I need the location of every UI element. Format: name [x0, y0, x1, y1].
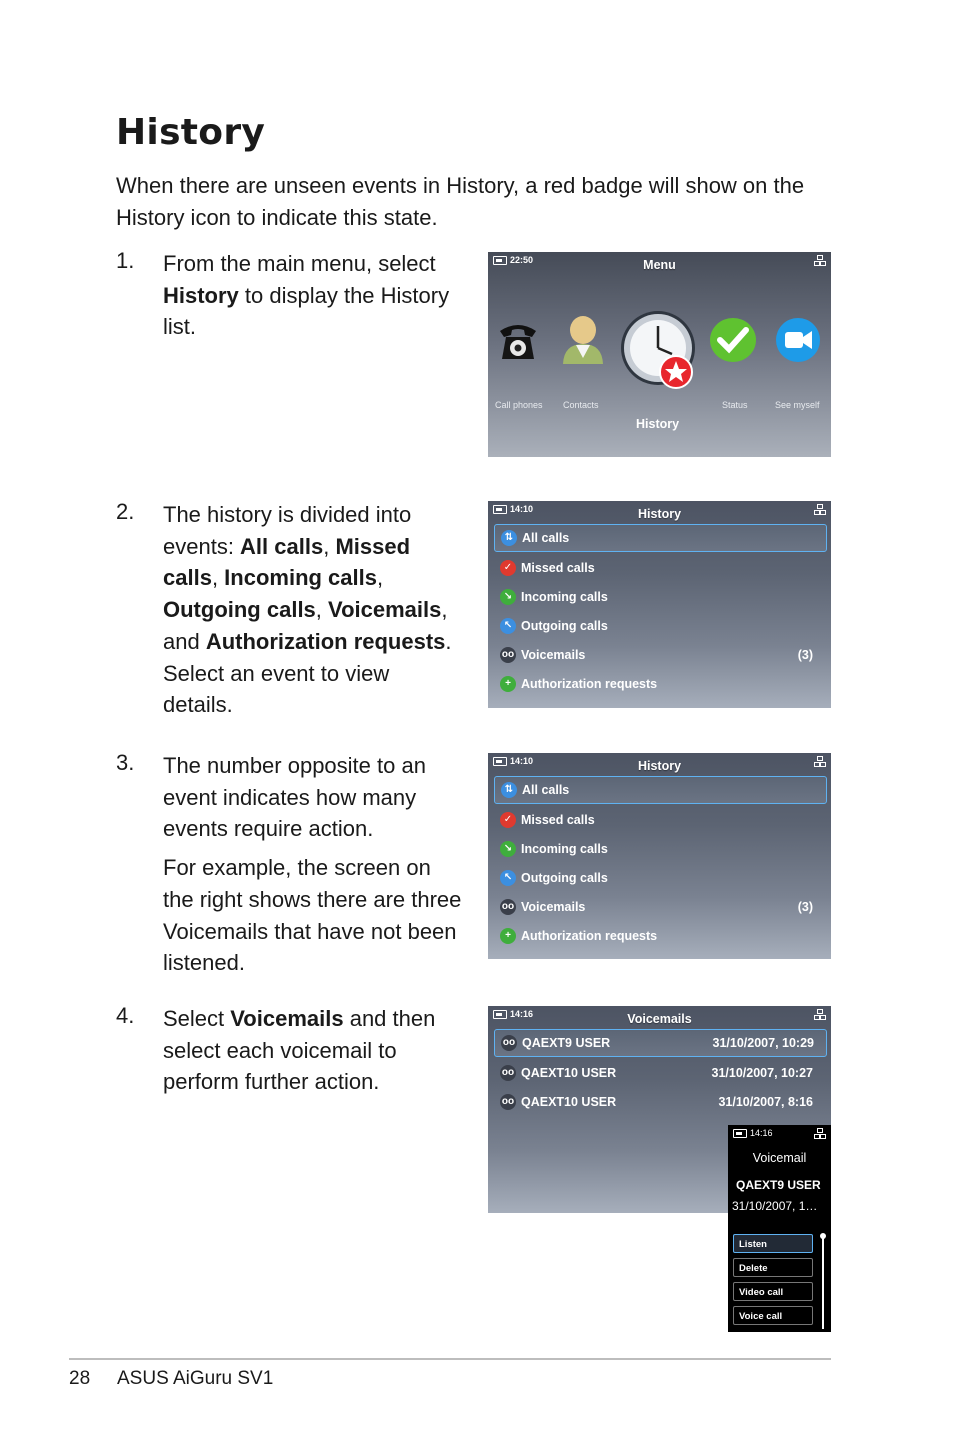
step-3-paragraph-1: The number opposite to an event indicates how many events require action.	[163, 753, 426, 842]
footer-doc-title: ASUS AiGuru SV1	[117, 1368, 274, 1389]
status-check-icon[interactable]	[708, 316, 758, 366]
screen-title: Voicemails	[627, 1012, 692, 1026]
voicemail-icon: oo	[500, 1065, 516, 1081]
menu-label-history: History	[636, 417, 680, 431]
telephone-icon[interactable]	[494, 319, 542, 363]
incoming-call-icon: ↘	[500, 589, 516, 605]
menu-screen	[488, 252, 831, 457]
intro-paragraph: When there are unseen events in History, a red badge will show on the History icon to indicate this state.	[116, 173, 805, 230]
all-calls-icon: ⇅	[501, 530, 517, 546]
voicemail-count: (3)	[797, 900, 813, 914]
history-row-missed-calls[interactable]: ✓ Missed calls	[494, 807, 825, 833]
status-clock: 14:16	[750, 1128, 773, 1138]
status-bar	[728, 1125, 831, 1143]
history-row-outgoing-calls[interactable]: ↖ Outgoing calls	[494, 865, 825, 891]
screen-title: History	[637, 759, 682, 773]
authorization-icon: +	[500, 928, 516, 944]
voicemail-date: 31/10/2007, 1…	[732, 1199, 818, 1213]
history-row-all-calls[interactable]: ⇅ All calls	[494, 524, 827, 552]
network-icon	[814, 1128, 825, 1138]
all-calls-icon: ⇅	[501, 782, 517, 798]
voicemail-count: (3)	[797, 648, 813, 662]
status-clock: 14:16	[510, 1009, 534, 1019]
voicemail-icon: oo	[500, 647, 516, 663]
voicemail-row[interactable]: oo QAEXT10 USER 31/10/2007, 8:16	[501, 1095, 813, 1109]
incoming-call-icon: ↘	[500, 841, 516, 857]
footer-divider	[69, 1358, 831, 1360]
step-2-number: 2.	[116, 499, 135, 524]
screen-title: Menu	[643, 258, 676, 272]
page-title: History	[116, 112, 266, 153]
step-2-text: The history is divided into events: All calls, Missed calls, Incoming calls, Outgoing calls, Voicemails, and Authorization requests. Select an event to view details.	[163, 502, 452, 718]
history-row-outgoing-calls[interactable]: ↖ Outgoing calls	[494, 613, 825, 639]
status-clock: 22:50	[510, 255, 534, 265]
step-3-number: 3.	[116, 750, 135, 775]
authorization-icon: +	[500, 676, 516, 692]
step-1-text: From the main menu, select History to display the History list.	[163, 251, 450, 340]
menu-label-status: Status	[722, 400, 748, 410]
status-clock: 14:10	[510, 756, 534, 766]
voice-call-button[interactable]: Voice call	[733, 1306, 813, 1325]
missed-call-icon: ✓	[500, 560, 516, 576]
menu-label-contacts: Contacts	[563, 400, 599, 410]
menu-label-see-myself: See myself	[775, 400, 820, 410]
scrollbar-track[interactable]	[822, 1237, 824, 1329]
history-row-voicemails[interactable]: oo Voicemails (3)	[501, 648, 813, 662]
missed-call-icon: ✓	[500, 812, 516, 828]
voicemail-user: QAEXT9 USER	[736, 1178, 821, 1192]
history-screen-1	[488, 501, 831, 708]
battery-icon	[733, 1129, 747, 1138]
voicemail-icon: oo	[501, 1035, 517, 1051]
video-call-button[interactable]: Video call	[733, 1282, 813, 1301]
delete-button[interactable]: Delete	[733, 1258, 813, 1277]
page-number: 28	[69, 1368, 91, 1389]
history-screen-2	[488, 753, 831, 959]
scrollbar-thumb[interactable]	[820, 1233, 826, 1239]
step-4-text: Select Voicemails and then select each voicemail to perform further action.	[163, 1006, 436, 1095]
voicemail-icon: oo	[500, 1094, 516, 1110]
step-1-number: 1.	[116, 248, 135, 273]
step-3-text	[163, 750, 463, 979]
voicemail-row[interactable]: oo QAEXT10 USER 31/10/2007, 10:27	[501, 1066, 813, 1080]
history-clock-icon[interactable]	[620, 310, 700, 392]
voicemail-title: Voicemail	[752, 1151, 807, 1165]
history-row-incoming-calls[interactable]: ↘ Incoming calls	[494, 836, 825, 862]
voicemail-detail-screen	[728, 1125, 831, 1332]
status-clock: 14:10	[510, 504, 534, 514]
contacts-icon[interactable]	[560, 314, 606, 366]
video-camera-icon[interactable]	[774, 316, 822, 364]
history-row-authorization-requests[interactable]: + Authorization requests	[494, 671, 825, 697]
history-row-all-calls[interactable]: ⇅ All calls	[494, 776, 827, 804]
voicemail-row[interactable]: oo QAEXT9 USER 31/10/2007, 10:29	[494, 1029, 827, 1057]
outgoing-call-icon: ↖	[500, 618, 516, 634]
history-row-missed-calls[interactable]: ✓ Missed calls	[494, 555, 825, 581]
listen-button[interactable]: Listen	[733, 1234, 813, 1253]
menu-label-call-phones: Call phones	[495, 400, 543, 410]
screen-title: History	[637, 507, 682, 521]
history-row-voicemails[interactable]: oo Voicemails (3)	[501, 900, 813, 914]
history-row-authorization-requests[interactable]: + Authorization requests	[494, 923, 825, 949]
history-row-incoming-calls[interactable]: ↘ Incoming calls	[494, 584, 825, 610]
step-4-number: 4.	[116, 1003, 135, 1028]
voicemail-icon: oo	[500, 899, 516, 915]
outgoing-call-icon: ↖	[500, 870, 516, 886]
step-3-paragraph-2: For example, the screen on the right shows there are three Voicemails that have not been listened.	[163, 855, 462, 976]
